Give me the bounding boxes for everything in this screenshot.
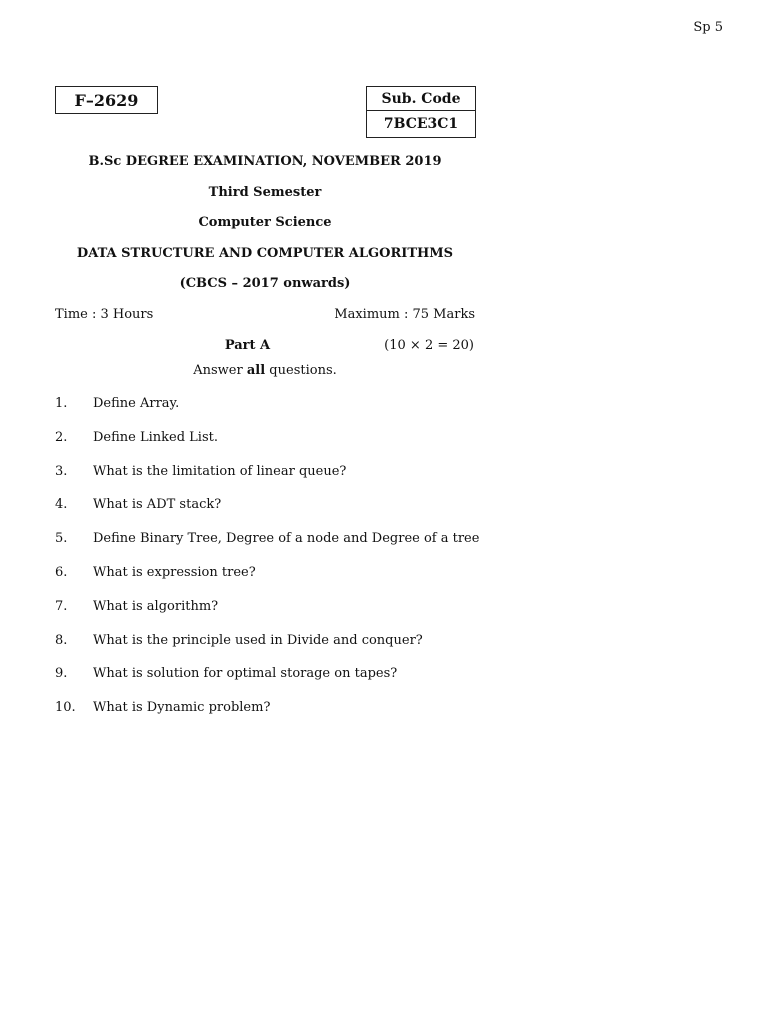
question-number: 9. <box>55 666 68 682</box>
course-title: DATA STRUCTURE AND COMPUTER ALGORITHMS <box>76 246 454 261</box>
question-text: What is algorithm? <box>93 598 219 614</box>
question-item <box>55 497 495 531</box>
question-text: What is the principle used in Divide and conquer? <box>93 632 423 648</box>
scheme: (CBCS – 2017 onwards) <box>179 276 351 291</box>
question-text: Define Linked List. <box>93 429 218 445</box>
question-item <box>55 700 495 734</box>
question-text: What is ADT stack? <box>93 497 222 513</box>
part-marks: (10 × 2 = 20) <box>384 338 474 353</box>
instruction-emphasis: all <box>246 363 266 378</box>
sub-code-value: 7BCE3C1 <box>367 110 475 137</box>
exam-title: B.Sc DEGREE EXAMINATION, NOVEMBER 2019 <box>88 154 442 169</box>
question-number: 4. <box>55 497 68 513</box>
question-number: 2. <box>55 429 68 445</box>
question-text: Define Array. <box>93 396 180 411</box>
instruction-prefix: Answer <box>193 363 247 378</box>
question-text: What is the limitation of linear queue? <box>93 463 347 479</box>
question-number: 7. <box>55 598 68 614</box>
question-item <box>55 666 495 700</box>
sub-code-label: Sub. Code <box>381 90 461 107</box>
question-list <box>55 396 495 734</box>
question-item <box>55 396 495 430</box>
time-allowed: Time : 3 Hours <box>55 307 154 322</box>
question-item <box>55 464 495 498</box>
sub-code-table <box>366 86 476 138</box>
instruction-suffix: questions. <box>265 363 337 378</box>
question-number: 5. <box>55 531 68 547</box>
question-item <box>55 599 495 633</box>
question-item <box>55 565 495 599</box>
maximum-marks: Maximum : 75 Marks <box>334 307 475 322</box>
subject: Computer Science <box>198 215 332 230</box>
question-item <box>55 633 495 667</box>
question-number: 3. <box>55 463 68 479</box>
page-number: Sp 5 <box>693 20 723 35</box>
question-number: 1. <box>55 396 68 411</box>
question-item <box>55 531 495 565</box>
question-number: 8. <box>55 632 68 648</box>
time-marks-row <box>55 307 475 322</box>
question-text: What is Dynamic problem? <box>93 700 271 716</box>
question-text: What is expression tree? <box>93 564 256 580</box>
paper-code-box <box>55 86 158 114</box>
instruction <box>55 363 475 378</box>
question-number: 6. <box>55 564 68 580</box>
question-number: 10. <box>55 700 76 716</box>
paper-code: F–2629 <box>74 90 139 110</box>
question-text: What is solution for optimal storage on tapes? <box>93 666 398 682</box>
question-item <box>55 430 495 464</box>
question-text: Define Binary Tree, Degree of a node and Degree of a tree <box>93 531 480 547</box>
semester: Third Semester <box>208 185 322 200</box>
part-title: Part A <box>224 338 271 353</box>
